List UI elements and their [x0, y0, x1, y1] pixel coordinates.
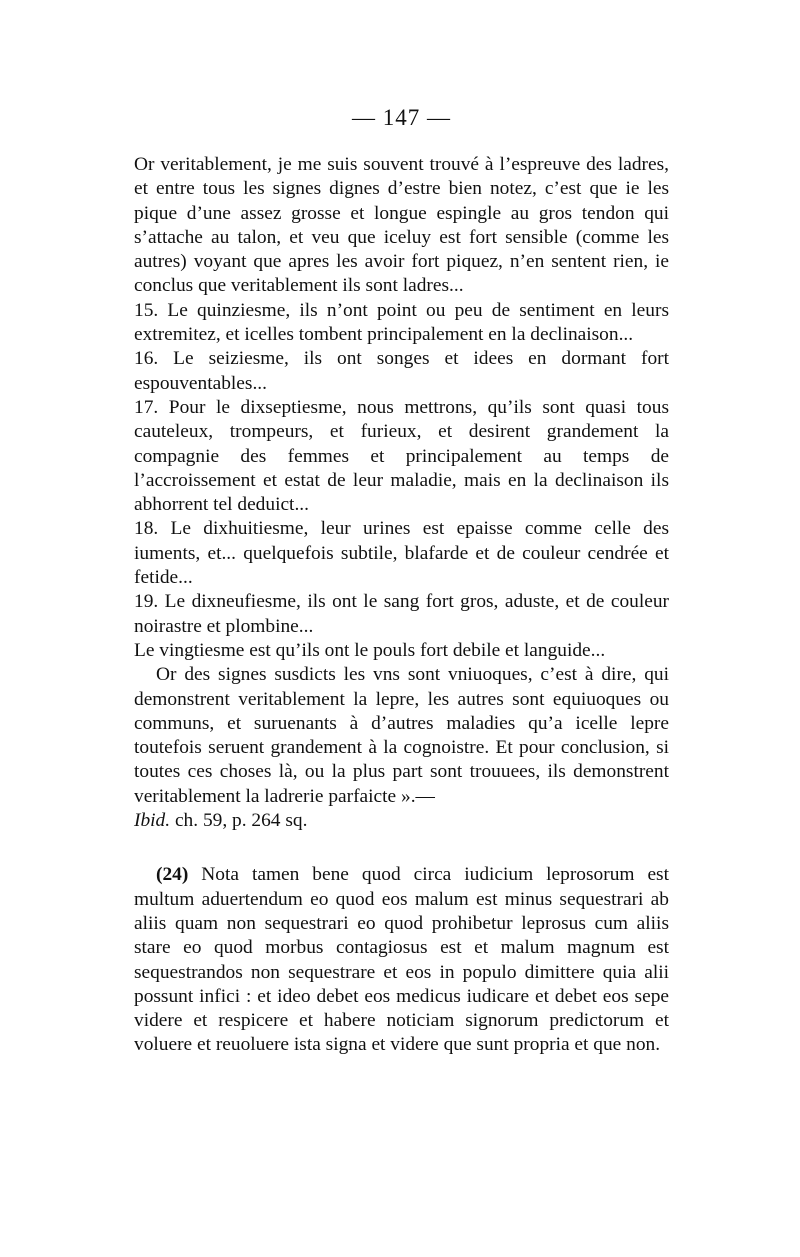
citation-ibid: Ibid.	[134, 810, 171, 832]
conclusion-text: Or des signes susdicts les vns sont vniuoques, c’est à dire, qui demonstrent veritablement la lepre, les autres sont equiuoques ou communs, et suruenants à d’autres maladies qu’a icelle lepre toutefois seruent grandement à la cognoistre. Et pour conclusion, si toutes ces choses là, ou la plus part sont trouuees, ils demonstrent veritablement la ladrerie parfaicte ».—	[134, 664, 669, 807]
page-number: — 147 —	[352, 105, 451, 130]
item-18: 18. Le dixhuitiesme, leur urines est epaisse comme celle des iuments, et... quelquefois subtile, blafarde et de couleur cendrée et fetide...	[134, 518, 669, 589]
footnote-number: (24)	[156, 864, 189, 886]
item-19: 19. Le dixneufiesme, ils ont le sang fort gros, aduste, et de couleur noirastre et plombine...	[134, 591, 669, 637]
footnote-text: Nota tamen bene quod circa iudicium leprosorum est multum aduertendum eo quod eos malum est minus sequestrari ab aliis quam non sequestrari eo quod prohibetur leprosus cum aliis stare eo quod morbus contagiosus est et malum magnum est sequestrandos non sequestrare et eos in populo dimittere quia alii possunt infici : et ideo debet eos medicus iudicare et debet eos sepe videre et respicere et habere noticiam signorum predictorum et voluere et reuoluere ista signa et videre que sunt propria et que non.	[134, 864, 669, 1056]
item-16: 16. Le seiziesme, ils ont songes et idees en dormant fort espouventables...	[134, 348, 669, 394]
item-15: 15. Le quinziesme, ils n’ont point ou peu de sentiment en leurs extremitez, et icelles tombent principalement en la declinaison...	[134, 299, 669, 346]
section-gap	[134, 833, 669, 863]
paragraph-conclusion	[134, 663, 669, 833]
paragraph-intro: Or veritablement, je me suis souvent trouvé à l’espreuve des ladres, et entre tous les signes dignes d’estre bien notez, c’est que ie les pique d’une assez grosse et longue espingle au gros tendon qui s’attache au talon, et veu que iceluy est fort sensible (comme les autres) voyant que apres les avoir fort piquez, n’en sentent rien, ie conclus que veritablement ils sont ladres...	[134, 154, 669, 297]
item-20: Le vingtiesme est qu’ils ont le pouls fort debile et languide...	[134, 639, 606, 661]
page-content	[134, 105, 669, 1058]
item-17: 17. Pour le dixseptiesme, nous mettrons, qu’ils sont quasi tous cauteleux, trompeurs, et furieux, et desirent grandement la compagnie des femmes et principalement au temps de l’accroissement et estat de leur maladie, mais en la declinaison ils abhorrent tel deduict...	[134, 396, 669, 516]
citation-ref: ch. 59, p. 264 sq.	[170, 810, 308, 832]
footnote-24	[134, 863, 669, 1057]
